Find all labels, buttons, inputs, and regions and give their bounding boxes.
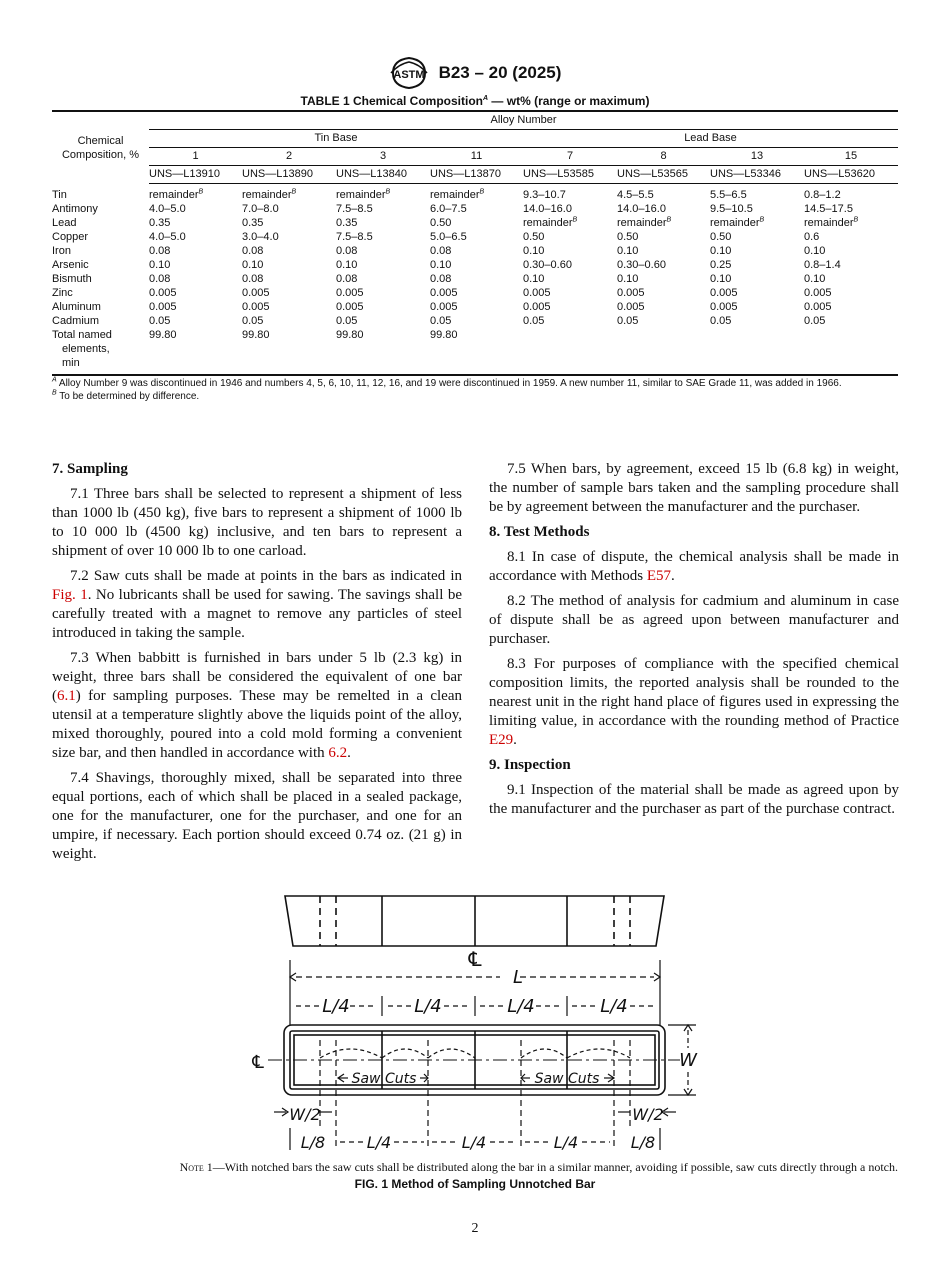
value-cell: 0.10 <box>430 259 452 271</box>
table-row <box>52 244 898 258</box>
value-cell: 0.35 <box>336 217 358 229</box>
value-cell: 0.005 <box>710 287 738 299</box>
value-cell: 0.08 <box>430 245 452 257</box>
value-cell: 6.0–7.5 <box>430 203 467 215</box>
value-cell: 0.05 <box>336 315 358 327</box>
paragraph-8-3: 8.3 For purposes of compliance with the specified chemical composition limits, the reported analysis shall be rounded to the nearest unit in the right hand place of figures used in expressing the limiting value, in accordance with the rounding method of Practice E29. <box>489 656 899 748</box>
alloy-number-cell: 15 <box>804 148 898 166</box>
section-8-heading: 8. Test Methods <box>489 524 590 540</box>
uns-cell: UNS—L53585 <box>523 166 617 184</box>
dimension-label-w2-right: W/2 <box>632 1105 664 1124</box>
dimension-label-l4-bottom-2: L/4 <box>461 1133 487 1152</box>
uns-cell: UNS—L13840 <box>336 166 430 184</box>
section-9-heading: 9. Inspection <box>489 757 571 773</box>
element-name-cell: Tin <box>52 189 67 201</box>
value-cell: 0.05 <box>149 315 171 327</box>
value-cell: 0.10 <box>804 273 826 285</box>
value-cell: 0.08 <box>336 245 358 257</box>
value-cell: 0.05 <box>804 315 826 327</box>
element-name-cell: Bismuth <box>52 273 92 285</box>
value-cell: 0.50 <box>710 231 732 243</box>
value-cell: 0.10 <box>523 273 545 285</box>
value-cell: remainder$^B$ <box>804 216 859 229</box>
document-designation: B23 – 20 (2025) <box>438 63 562 82</box>
paragraph-7-5: 7.5 When bars, by agreement, exceed 15 lb (6.8 kg) in weight, the number of sample bars taken and the sampling procedure shall be by agreement between the manufacturer and the purchaser. <box>489 461 899 515</box>
value-cell: 0.10 <box>617 273 639 285</box>
value-cell: 0.10 <box>523 245 545 257</box>
tin-base-header: Tin Base <box>149 130 523 148</box>
figure-caption: FIG. 1 Method of Sampling Unnotched Bar <box>354 1177 596 1191</box>
value-cell: 0.35 <box>149 217 171 229</box>
value-cell: 0.05 <box>710 315 732 327</box>
value-cell: 3.0–4.0 <box>242 231 279 243</box>
dimension-label-l4-1: L/4 <box>322 996 350 1017</box>
value-cell: 0.50 <box>617 231 639 243</box>
value-cell: 0.10 <box>617 245 639 257</box>
value-cell: 0.005 <box>149 301 177 313</box>
table-row <box>52 300 898 314</box>
value-cell: 0.30–0.60 <box>617 259 666 271</box>
value-cell: 0.08 <box>430 273 452 285</box>
figure-note: Note 1—With notched bars the saw cuts shall be distributed along the bar in a similar manner, avoiding if possible, saw cuts directly through a notch. <box>179 1160 898 1174</box>
page-header <box>0 56 950 90</box>
total-value-cell: 99.80 <box>242 328 336 375</box>
element-name-cell: Cadmium <box>52 315 100 327</box>
total-value-cell: 99.80 <box>430 328 523 375</box>
paragraph-7-1: 7.1 Three bars shall be selected to represent a shipment of less than 1000 lb (450 kg), five bars to represent a shipment of 1000 lb to 10 000 lb (4500 kg) inclusive, and ten bars to represent a shipment of over 10 000 lb to one carload. <box>52 486 462 559</box>
alloy-number-cell: 3 <box>336 148 430 166</box>
value-cell: 7.0–8.0 <box>242 203 279 215</box>
chemical-composition-table <box>52 110 898 376</box>
astm-logo-text: ASTM <box>392 69 425 81</box>
section-6-1-link[interactable]: 6.1 <box>57 688 76 704</box>
value-cell: 4.0–5.0 <box>149 203 186 215</box>
value-cell: 14.0–16.0 <box>617 203 666 215</box>
dimension-label-w2-left: W/2 <box>289 1105 321 1124</box>
e29-link: E29 <box>489 732 514 748</box>
value-cell: 0.8–1.4 <box>804 259 841 271</box>
value-cell: 0.10 <box>710 273 732 285</box>
table-row <box>52 230 898 244</box>
uns-cell: UNS—L13910 <box>149 166 242 184</box>
element-name-cell: Iron <box>52 245 71 257</box>
footnote-b: $^B$ To be determined by difference. <box>52 389 200 402</box>
value-cell: 0.8–1.2 <box>804 189 841 201</box>
table-row <box>52 314 898 328</box>
value-cell: 14.5–17.5 <box>804 203 853 215</box>
value-cell: 0.10 <box>804 245 826 257</box>
centerline-symbol-left: ℄ <box>249 1052 267 1073</box>
dimension-label-l8-right: L/8 <box>630 1133 656 1152</box>
value-cell: 0.005 <box>710 301 738 313</box>
element-name-cell: Lead <box>52 217 77 229</box>
value-cell: 5.0–6.5 <box>430 231 467 243</box>
value-cell: 9.5–10.5 <box>710 203 753 215</box>
value-cell: 14.0–16.0 <box>523 203 572 215</box>
value-cell: 0.005 <box>804 287 832 299</box>
value-cell: 0.50 <box>523 231 545 243</box>
value-cell: remainder$^B$ <box>523 216 578 229</box>
uns-cell: UNS—L13890 <box>242 166 336 184</box>
value-cell: 0.25 <box>710 259 732 271</box>
value-cell: 4.5–5.5 <box>617 189 654 201</box>
value-cell: 0.10 <box>336 259 358 271</box>
right-column <box>489 460 899 825</box>
total-value-cell <box>710 328 804 375</box>
value-cell: 0.05 <box>430 315 452 327</box>
left-column <box>52 460 462 870</box>
section-6-2-link[interactable]: 6.2 <box>328 745 348 761</box>
saw-cuts-label-left: Saw Cuts <box>351 1071 417 1087</box>
value-cell: 5.5–6.5 <box>710 189 747 201</box>
value-cell: 0.08 <box>242 245 264 257</box>
paragraph-7-3: 7.3 When babbitt is furnished in bars under 5 lb (2.3 kg) in weight, three bars shall be considered the equivalent of one bar (6.1) for sampling purposes. These may be remelted in a clean utensil at a temperature slightly above the liquids point of the alloy, mixed thoroughly, poured into a cold mold forming a convenient size bar, and then handled in accordance with 6.2. <box>52 650 462 761</box>
value-cell: 0.08 <box>149 245 171 257</box>
dimension-label-l4-4: L/4 <box>600 996 628 1017</box>
value-cell: 0.08 <box>149 273 171 285</box>
value-cell: 0.005 <box>523 287 551 299</box>
total-value-cell <box>523 328 617 375</box>
alloy-number-cell: 2 <box>242 148 336 166</box>
element-name-cell: Copper <box>52 231 89 243</box>
dimension-label-w: W <box>679 1050 697 1071</box>
uns-cell: UNS—L53565 <box>617 166 710 184</box>
value-cell: remainder$^B$ <box>617 216 672 229</box>
footnote-a: $^A$ Alloy Number 9 was discontinued in 1946 and numbers 4, 5, 6, 10, 11, 12, 16, and 19 were discontinued in 1959. A new number 11, similar to SAE Grade 11, was added in 1966. <box>52 376 842 389</box>
value-cell: 0.005 <box>617 287 645 299</box>
value-cell: 0.08 <box>242 273 264 285</box>
value-cell: 0.10 <box>242 259 264 271</box>
chem-composition-header: Chemical Composition, % <box>52 111 149 184</box>
value-cell: 0.05 <box>523 315 545 327</box>
paragraph-7-4: 7.4 Shavings, thoroughly mixed, shall be separated into three equal portions, each of which shall be placed in a sealed package, one for the manufacturer, one for the purchaser, and one for an umpire, if necessary. Each portion should exceed 0.74 oz. (21 g) in weight. <box>52 770 462 862</box>
element-name-cell: Aluminum <box>52 301 101 313</box>
alloy-number-cell: 13 <box>710 148 804 166</box>
dimension-label-l4-bottom-1: L/4 <box>366 1133 392 1152</box>
value-cell: 0.10 <box>710 245 732 257</box>
saw-cuts-label-right: Saw Cuts <box>534 1071 600 1087</box>
dimension-label-l8-left: L/8 <box>300 1133 326 1152</box>
lead-base-header: Lead Base <box>523 130 898 148</box>
value-cell: 0.08 <box>336 273 358 285</box>
page-number: 2 <box>471 1221 479 1236</box>
fig-1-link[interactable]: Fig. 1 <box>52 587 88 603</box>
table-row <box>52 202 898 216</box>
alloy-number-cell: 8 <box>617 148 710 166</box>
value-cell: 0.6 <box>804 231 820 243</box>
value-cell: 4.0–5.0 <box>149 231 186 243</box>
alloy-number-cell: 7 <box>523 148 617 166</box>
value-cell: remainder$^B$ <box>430 188 485 201</box>
total-value-cell: 99.80 <box>336 328 430 375</box>
table-footnotes <box>52 377 898 403</box>
value-cell: 0.05 <box>242 315 264 327</box>
total-value-cell <box>804 328 898 375</box>
table-row <box>52 286 898 300</box>
alloy-number-cell: 11 <box>430 148 523 166</box>
alloy-number-cell: 1 <box>149 148 242 166</box>
dimension-label-l4-3: L/4 <box>507 996 535 1017</box>
dimension-label-l: L <box>513 967 524 988</box>
value-cell: 0.005 <box>242 287 270 299</box>
paragraph-8-1: 8.1 In case of dispute, the chemical analysis shall be made in accordance with Methods E57. <box>489 549 899 584</box>
uns-cell: UNS—L53620 <box>804 166 898 184</box>
value-cell: 9.3–10.7 <box>523 189 566 201</box>
value-cell: 0.005 <box>149 287 177 299</box>
table-row <box>52 272 898 286</box>
centerline-symbol-top: ℄ <box>466 947 484 971</box>
value-cell: 0.005 <box>242 301 270 313</box>
value-cell: remainder$^B$ <box>710 216 765 229</box>
dimension-label-l4-bottom-3: L/4 <box>553 1133 579 1152</box>
value-cell: 0.005 <box>430 287 458 299</box>
paragraph-8-2: 8.2 The method of analysis for cadmium and aluminum in case of dispute shall be as agreed upon between manufacturer and purchaser. <box>489 593 899 647</box>
uns-cell: UNS—L13870 <box>430 166 523 184</box>
value-cell: remainder$^B$ <box>336 188 391 201</box>
table-row <box>52 188 898 202</box>
alloy-number-header: Alloy Number <box>149 111 898 130</box>
dimension-label-l4-2: L/4 <box>414 996 442 1017</box>
value-cell: remainder$^B$ <box>242 188 297 201</box>
paragraph-7-2: 7.2 Saw cuts shall be made at points in the bars as indicated in Fig. 1. No lubricants shall be used for sawing. The savings shall be carefully treated with a magnet to remove any particles of steel introduced in taking the sample. <box>52 568 462 641</box>
table-row <box>52 216 898 230</box>
sampling-bar-figure <box>245 885 705 1157</box>
e57-link[interactable]: E57 <box>646 568 672 584</box>
element-name-cell: Zinc <box>52 287 73 299</box>
value-cell: 0.005 <box>336 301 364 313</box>
value-cell: 0.005 <box>804 301 832 313</box>
total-label-cell: Total named elements, min <box>52 328 149 375</box>
table-row <box>52 258 898 272</box>
value-cell: 0.05 <box>617 315 639 327</box>
value-cell: 0.50 <box>430 217 452 229</box>
paragraph-9-1: 9.1 Inspection of the material shall be made as agreed upon by the manufacturer and the purchaser as part of the purchase contract. <box>489 782 899 817</box>
value-cell: 0.005 <box>617 301 645 313</box>
uns-cell: UNS—L53346 <box>710 166 804 184</box>
total-value-cell <box>617 328 710 375</box>
value-cell: remainder$^B$ <box>149 188 204 201</box>
value-cell: 0.005 <box>336 287 364 299</box>
section-7-heading: 7. Sampling <box>52 461 128 477</box>
value-cell: 0.30–0.60 <box>523 259 572 271</box>
table-row-total <box>52 328 898 375</box>
value-cell: 0.005 <box>430 301 458 313</box>
value-cell: 0.10 <box>149 259 171 271</box>
value-cell: 7.5–8.5 <box>336 231 373 243</box>
value-cell: 0.35 <box>242 217 264 229</box>
astm-logo-icon <box>389 56 429 90</box>
element-name-cell: Arsenic <box>52 259 89 271</box>
table-title: TABLE 1 Chemical Composition$^A$ — wt% (range or maximum) <box>300 94 650 108</box>
value-cell: 0.005 <box>523 301 551 313</box>
element-name-cell: Antimony <box>52 203 98 215</box>
total-value-cell: 99.80 <box>149 328 242 375</box>
value-cell: 7.5–8.5 <box>336 203 373 215</box>
